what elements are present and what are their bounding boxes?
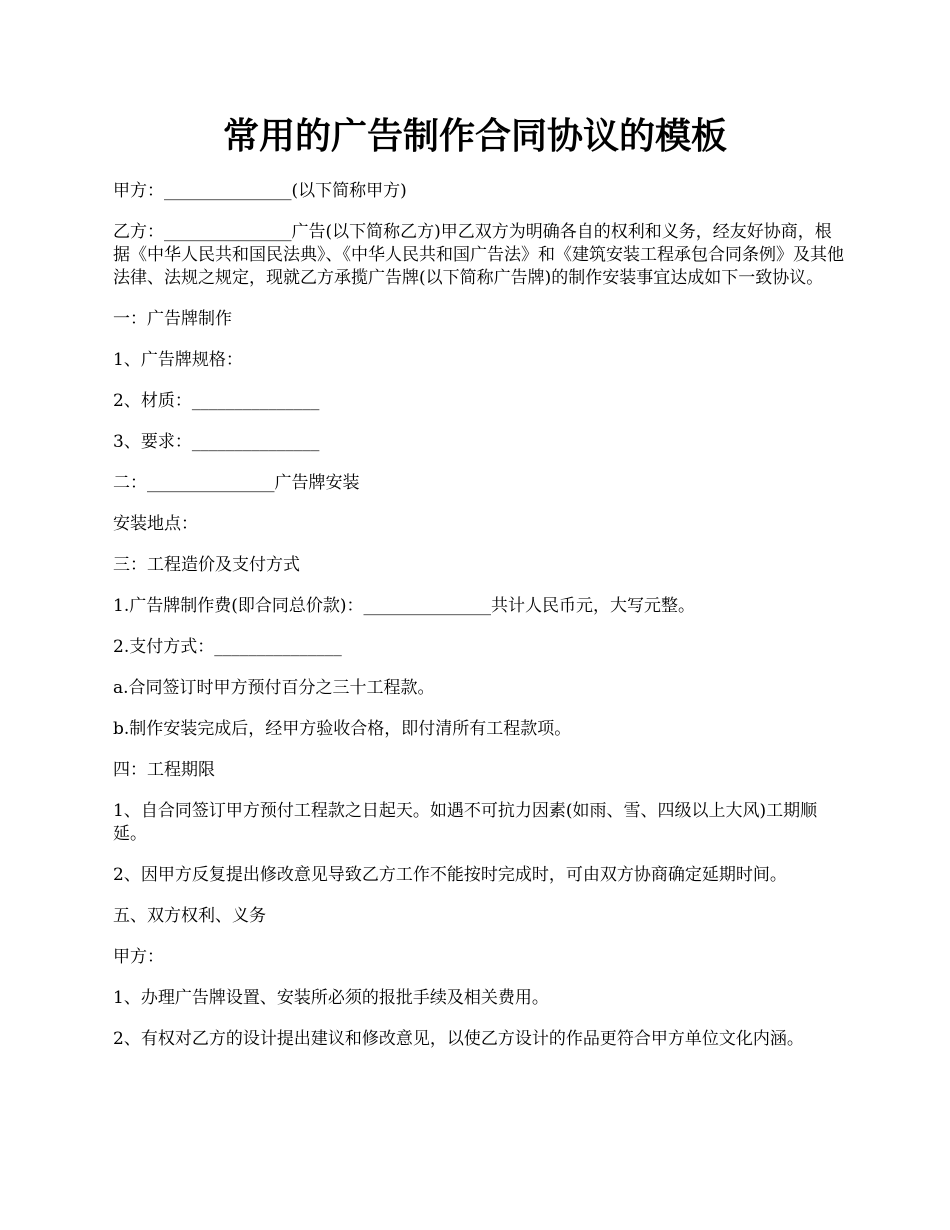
party-a-line: 甲方：_______________(以下简称甲方) xyxy=(113,181,407,201)
clause-3-2-a: a.合同签订时甲方预付百分之三十工程款。 xyxy=(113,678,435,698)
document-body xyxy=(113,180,848,1069)
section-heading-2: 二：_______________广告牌安装 xyxy=(113,473,360,493)
clause-5-1: 1、办理广告牌设置、安装所必须的报批手续及相关费用。 xyxy=(113,988,549,1008)
clause-4-1: 1、自合同签订甲方预付工程款之日起天。如遇不可抗力因素(如雨、雪、四级以上大风)工期顺延。 xyxy=(113,801,818,844)
section-heading-4: 四：工程期限 xyxy=(113,760,215,780)
section-heading-1: 一：广告牌制作 xyxy=(113,309,232,329)
party-a-duties-label: 甲方： xyxy=(113,947,164,967)
clause-3-1: 1.广告牌制作费(即合同总价款)：_______________共计人民币元，大写元整。 xyxy=(113,596,695,616)
clause-1-3: 3、要求：_______________ xyxy=(113,432,320,452)
party-b-intro: 乙方：_______________广告(以下简称乙方)甲乙双方为明确各自的权利和义务，经友好协商，根据《中华人民共和国民法典》、《中华人民共和国广告法》和《建筑安装工程承包合同条例》及其他法律、法规之规定，现就乙方承揽广告牌(以下简称广告牌)的制作安装事宜达成如下一致协议。 xyxy=(113,222,844,288)
clause-1-2: 2、材质：_______________ xyxy=(113,391,320,411)
section-heading-3: 三：工程造价及支付方式 xyxy=(113,555,300,575)
document-title: 常用的广告制作合同协议的模板 xyxy=(222,115,727,157)
clause-5-2: 2、有权对乙方的设计提出建议和修改意见，以使乙方设计的作品更符合甲方单位文化内涵。 xyxy=(113,1029,804,1049)
clause-4-2: 2、因甲方反复提出修改意见导致乙方工作不能按时完成时，可由双方协商确定延期时间。 xyxy=(113,865,787,885)
clause-3-2: 2.支付方式：_______________ xyxy=(113,637,342,657)
section-heading-5: 五、双方权利、义务 xyxy=(113,906,266,926)
clause-3-2-b: b.制作安装完成后，经甲方验收合格，即付清所有工程款项。 xyxy=(113,719,572,739)
clause-1-1: 1、广告牌规格： xyxy=(113,350,243,370)
install-location: 安装地点： xyxy=(113,514,198,534)
